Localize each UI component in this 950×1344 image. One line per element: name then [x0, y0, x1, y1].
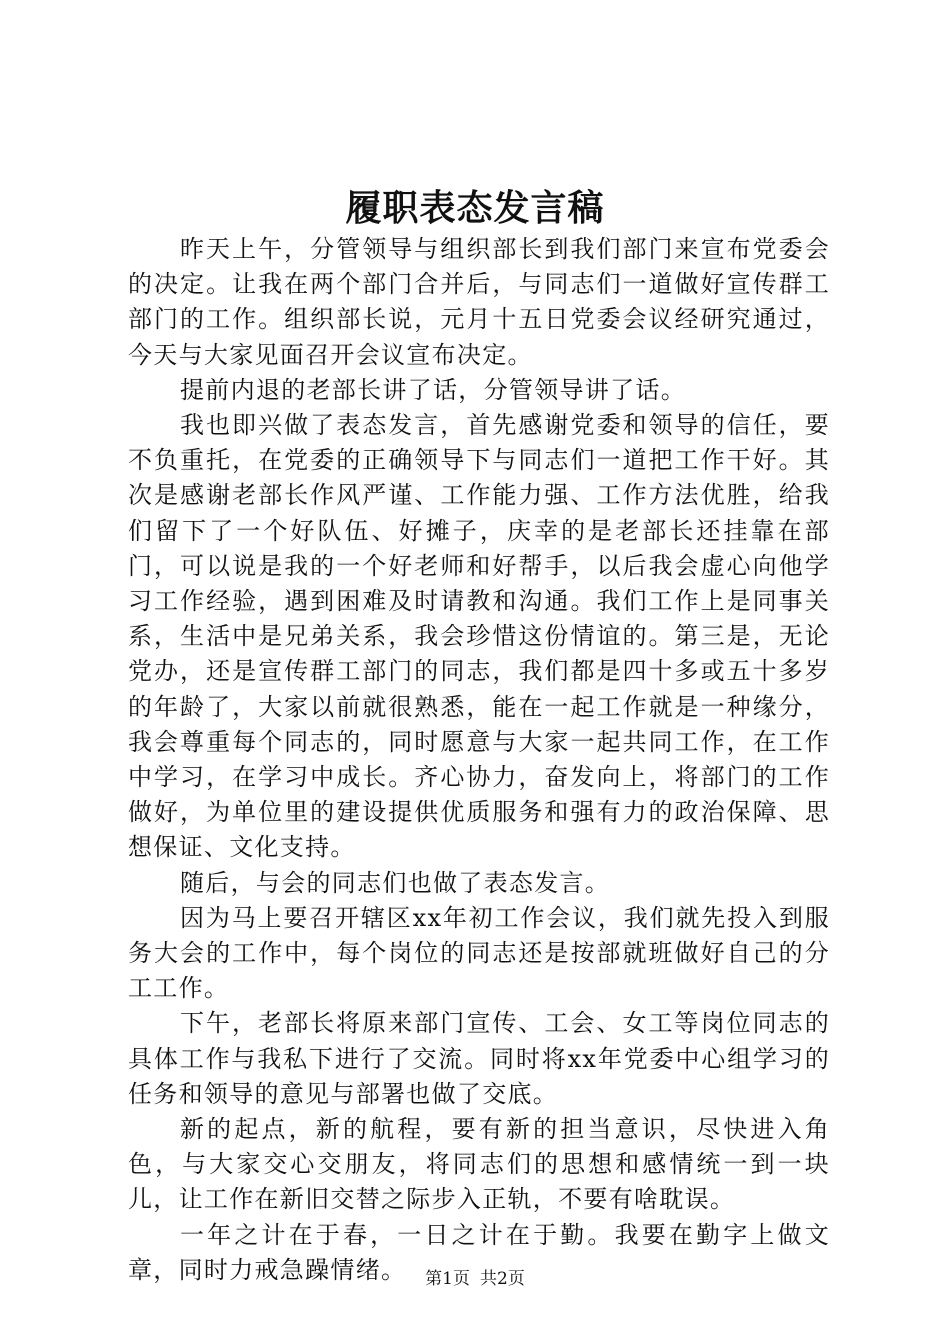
page-number: 第1页: [425, 1269, 470, 1289]
paragraph: 一年之计在于春，一日之计在于勤。我要在勤字上做文章，同时力戒急躁情绪。: [128, 1220, 830, 1284]
page-footer: [0, 1268, 950, 1290]
document-title: 履职表态发言稿: [345, 187, 605, 229]
document-body: [128, 232, 830, 1288]
paragraph: 我也即兴做了表态发言，首先感谢党委和领导的信任，要不负重托，在党委的正确领导下与同志们一道把工作干好。其次是感谢老部长作风严谨、工作能力强、工作方法优胜，给我们留下了一个好队伍、好摊子，庆幸的是老部长还挂靠在部门，可以说是我的一个好老师和好帮手，以后我会虚心向他学习工作经验，遇到困难及时请教和沟通。我们工作上是同事关系，生活中是兄弟关系，我会珍惜这份情谊的。第三是，无论党办，还是宣传群工部门的同志，我们都是四十多或五十多岁的年龄了，大家以前就很熟悉，能在一起工作就是一种缘分，我会尊重每个同志的，同时愿意与大家一起共同工作，在工作中学习，在学习中成长。齐心协力，奋发向上，将部门的工作做好，为单位里的建设提供优质服务和强有力的政治保障、思想保证、文化支持。: [128, 411, 830, 862]
page-total: 共2页: [480, 1269, 525, 1289]
paragraph: 新的起点，新的航程，要有新的担当意识，尽快进入角色，与大家交心交朋友，将同志们的思想和感情统一到一块儿，让工作在新旧交替之际步入正轨，不要有啥耽误。: [128, 1115, 830, 1214]
paragraph: 昨天上午，分管领导与组织部长到我们部门来宣布党委会的决定。让我在两个部门合并后，与同志们一道做好宣传群工部门的工作。组织部长说，元月十五日党委会议经研究通过，今天与大家见面召开会议宣布决定。: [128, 235, 830, 369]
paragraph: 随后，与会的同志们也做了表态发言。: [180, 868, 611, 897]
paragraph: 提前内退的老部长讲了话，分管领导讲了话。: [180, 375, 686, 404]
paragraph: 下午，老部长将原来部门宣传、工会、女工等岗位同志的具体工作与我私下进行了交流。同时将xx年党委中心组学习的任务和领导的意见与部署也做了交底。: [128, 1009, 830, 1108]
paragraph: 因为马上要召开辖区xx年初工作会议，我们就先投入到服务大会的工作中，每个岗位的同志还是按部就班做好自己的分工工作。: [128, 903, 830, 1003]
